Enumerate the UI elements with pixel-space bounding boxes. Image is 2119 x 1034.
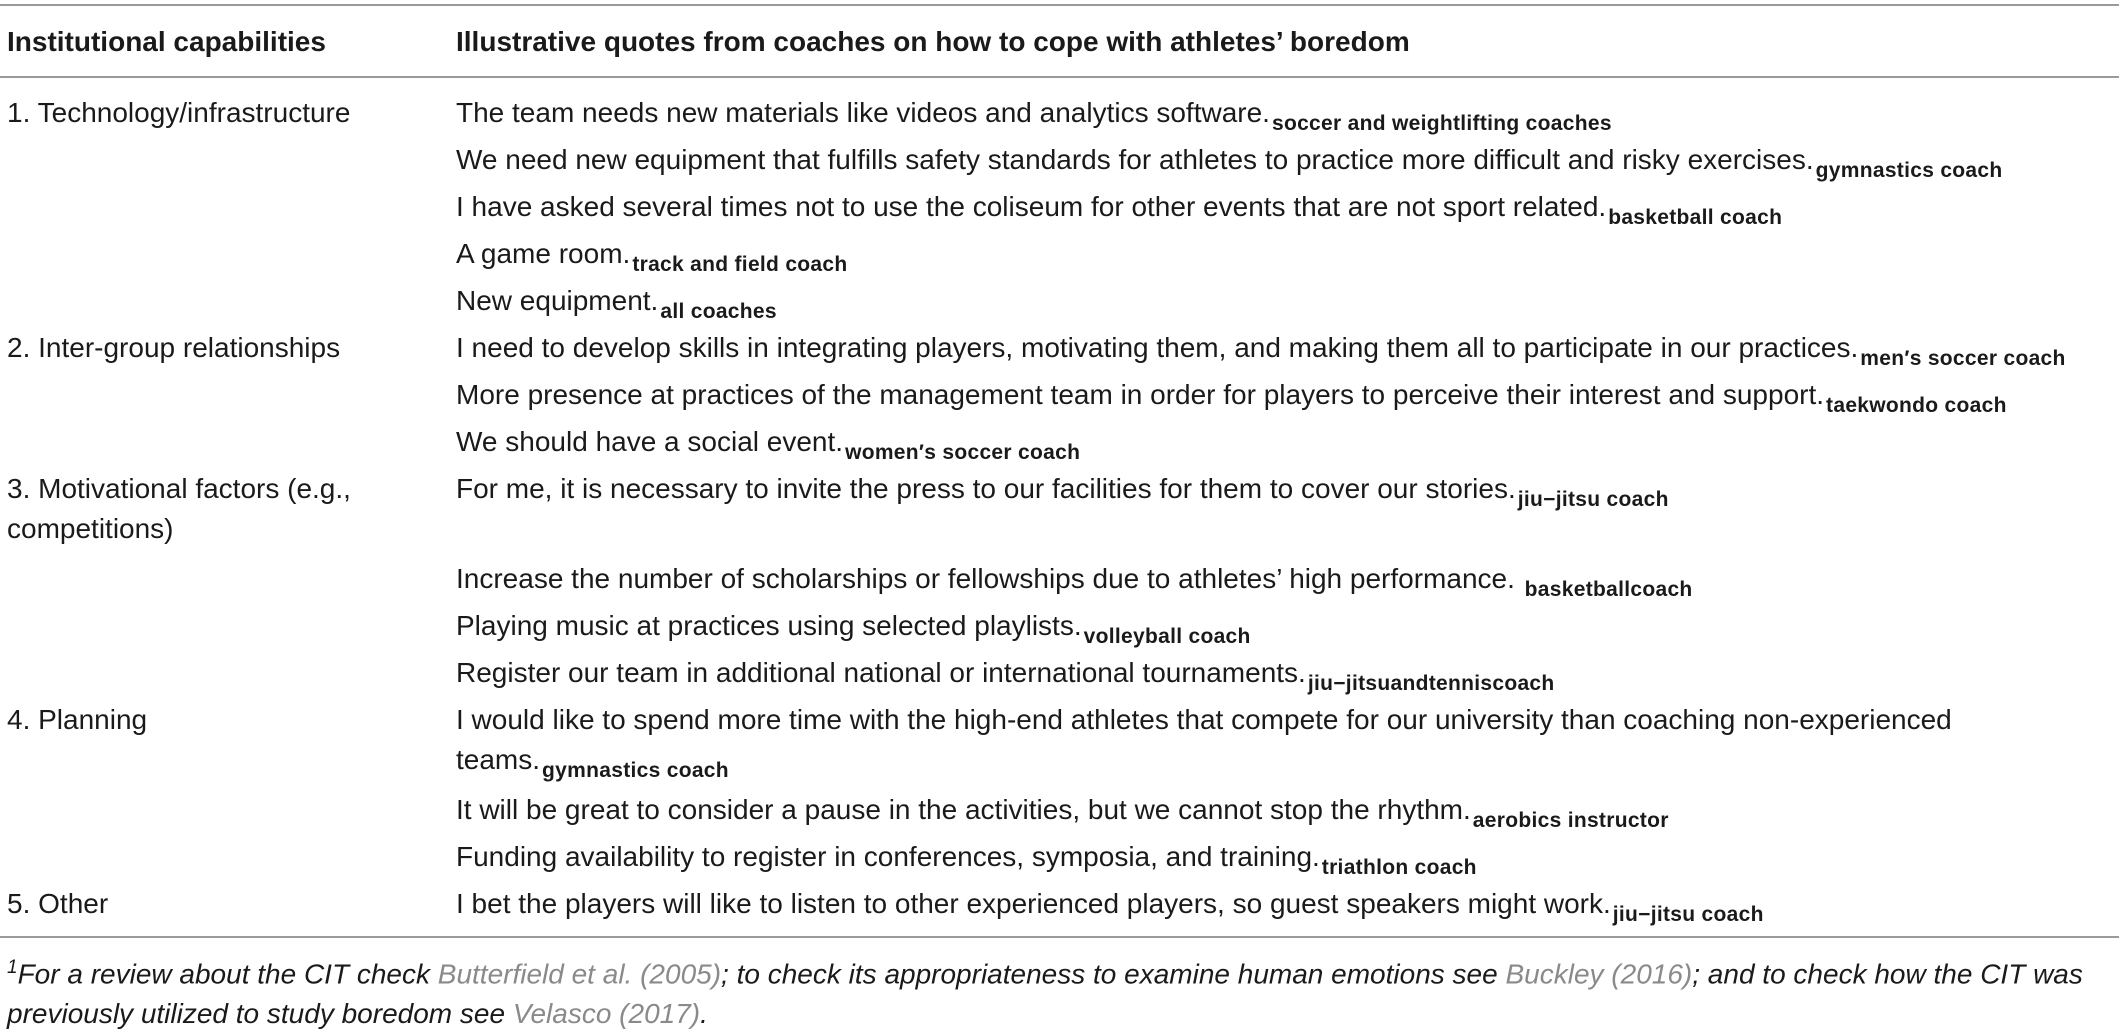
header-bottom-rule (0, 76, 2119, 78)
table-top-rule (0, 4, 2119, 6)
footnote-text: ; to check its appropriateness to examine human emotions see (721, 958, 1506, 990)
quote-row (456, 884, 2106, 927)
quote-row (456, 187, 2106, 230)
quote-source: women′s soccer coach (845, 441, 1081, 464)
category-other: 5. Other (7, 888, 109, 919)
quote-text: We need new equipment that fulfills safety standards for athletes to practice more difficult and risky exercises. (456, 144, 1814, 175)
quote-source: gymnastics coach (1815, 159, 2003, 182)
quote-text: I need to develop skills in integrating players, motivating them, and making them all to participate in our practices. (456, 332, 1859, 363)
quote-source: jiu−jitsu coach (1612, 903, 1764, 926)
quote-row (456, 234, 2106, 277)
quote-source: all coaches (660, 300, 777, 323)
quote-source: taekwondo coach (1826, 394, 2007, 417)
citation-link[interactable]: Velasco (2017) (512, 998, 701, 1030)
quote-text: Playing music at practices using selected playlists. (456, 610, 1082, 641)
quote-row (456, 140, 2106, 183)
quote-text: I would like to spend more time with the high-end athletes that compete for our university than coaching non-experienced teams. (456, 704, 1952, 775)
quote-source: gymnastics coach (542, 759, 729, 782)
quote-row (456, 653, 2106, 696)
quote-row (456, 422, 2106, 465)
quote-text: Funding availability to register in conferences, symposia, and training. (456, 841, 1320, 872)
quote-row (456, 559, 2106, 602)
quote-source: aerobics instructor (1472, 809, 1669, 832)
quote-text: New equipment. (456, 285, 659, 316)
table-bottom-rule (0, 936, 2119, 938)
citation-link[interactable]: Butterfield et al. (2005) (437, 958, 722, 990)
quote-row (456, 837, 2106, 880)
quote-text: More presence at practices of the management team in order for players to perceive their interest and support. (456, 379, 1825, 410)
quote-source: men′s soccer coach (1860, 347, 2066, 370)
quote-source: jiu−jitsu coach (1517, 488, 1669, 511)
quote-source: basketballcoach (1524, 578, 1693, 601)
quote-text: The team needs new materials like videos and analytics software. (456, 97, 1270, 128)
header-institutional-capabilities: Institutional capabilities (7, 26, 326, 57)
category-inter-group: 2. Inter-group relationships (7, 332, 341, 363)
quote-row (456, 281, 2106, 324)
quote-row (456, 700, 2006, 783)
quote-row (456, 375, 2106, 418)
quote-text: For me, it is necessary to invite the press to our facilities for them to cover our stories. (456, 473, 1516, 504)
quote-source: volleyball coach (1083, 625, 1251, 648)
citation-link[interactable]: Buckley (2016) (1505, 958, 1693, 990)
quote-source: basketball coach (1608, 206, 1783, 229)
quote-row (456, 790, 2106, 833)
footnote-text: ; and to check how the CIT was previously utilized to study boredom see (7, 958, 2083, 1030)
quote-source: track and field coach (632, 253, 848, 276)
header-illustrative-quotes: Illustrative quotes from coaches on how to cope with athletes’ boredom (456, 26, 1410, 57)
quote-text: I have asked several times not to use the coliseum for other events that are not sport related. (456, 191, 1607, 222)
quote-text: It will be great to consider a pause in the activities, but we cannot stop the rhythm. (456, 794, 1471, 825)
category-planning: 4. Planning (7, 704, 148, 735)
quote-row (456, 469, 2106, 512)
quote-text: A game room. (456, 238, 631, 269)
quote-text: Register our team in additional national or international tournaments. (456, 657, 1306, 688)
quote-text: Increase the number of scholarships or fellowships due to athletes’ high performance. (456, 563, 1523, 594)
quote-text: I bet the players will like to listen to other experienced players, so guest speakers might work. (456, 888, 1611, 919)
category-motivational: 3. Motivational factors (e.g., competitions) (7, 473, 351, 544)
category-technology: 1. Technology/infrastructure (7, 97, 351, 128)
table-footnote (7, 948, 2107, 1034)
quote-row (456, 93, 2106, 136)
quote-source: soccer and weightlifting coaches (1271, 112, 1612, 135)
quote-source: triathlon coach (1321, 856, 1477, 879)
quote-text: We should have a social event. (456, 426, 844, 457)
quote-source: jiu−jitsuandtenniscoach (1307, 672, 1555, 695)
quote-row (456, 328, 2106, 371)
footnote-text: For a review about the CIT check (17, 958, 438, 990)
quote-row (456, 606, 2106, 649)
footnote-marker: 1 (7, 957, 18, 978)
footnote-text: . (700, 998, 708, 1030)
